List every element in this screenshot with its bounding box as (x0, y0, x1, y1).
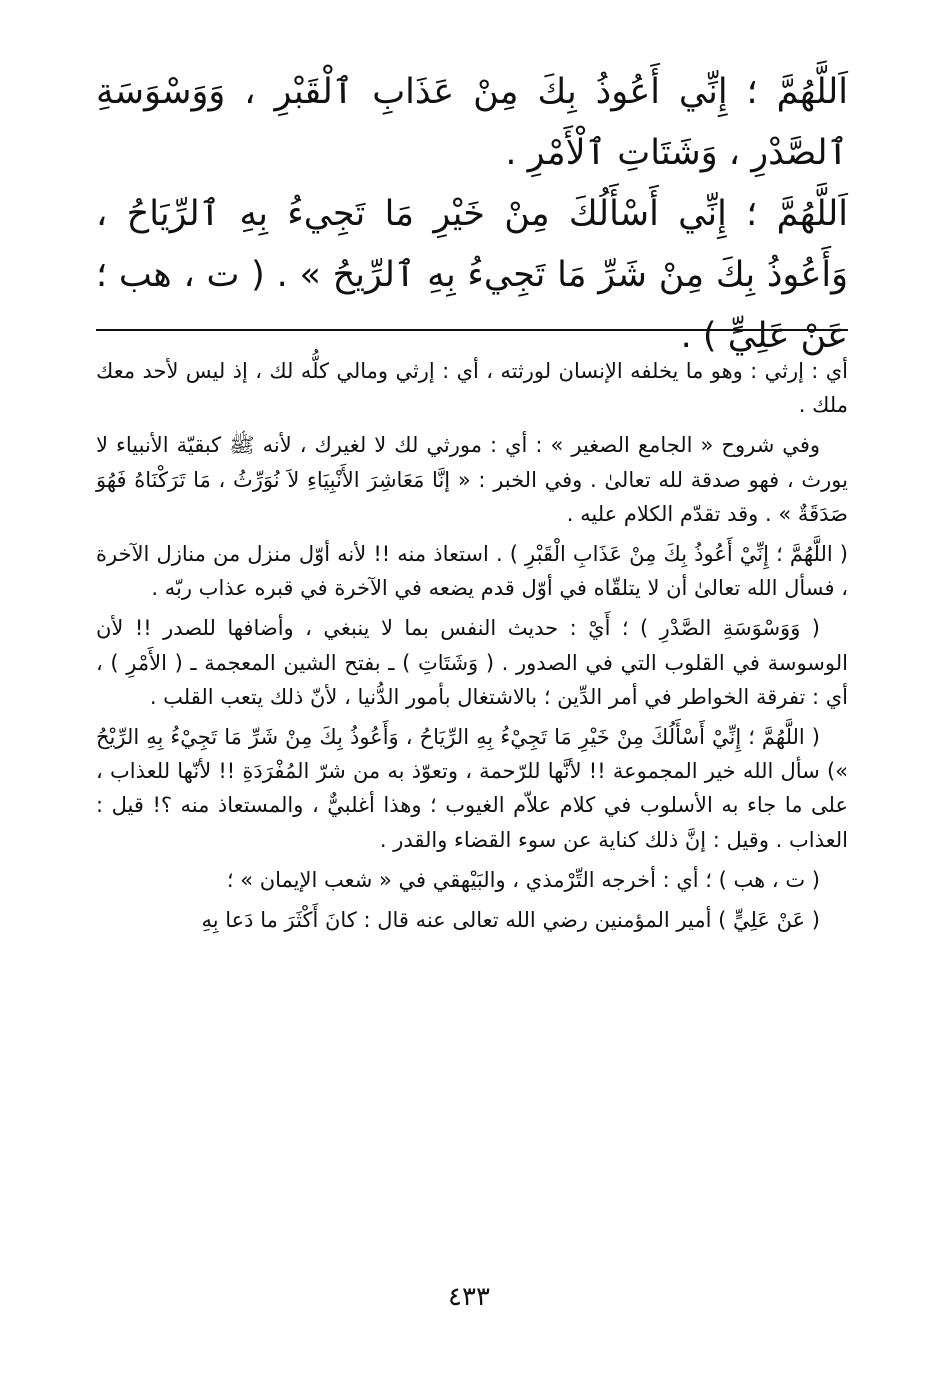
hadith-paragraph-2: اَللَّهُمَّ ؛ إِنِّي أَسْأَلُكَ مِنْ خَيْرِ مَا تَجِيءُ بِهِ ٱلرِّيَاحُ ، وَأَعُوذُ بِكَ مِنْ شَرِّ مَا تَجِيءُ بِهِ ٱلرِّيحُ » . ( ت ، هب ؛ عَنْ عَلِيٍّ ) . (96, 194, 848, 356)
page-number: ٤٣٣ (448, 1282, 490, 1312)
hadith-text (96, 62, 848, 367)
commentary-paragraph-6: ( ت ، هب ) ؛ أي : أخرجه التِّرْمذي ، والبَيْهقي في « شعب الإيمان » ؛ (226, 867, 820, 892)
hadith-paragraph-1: اَللَّهُمَّ ؛ إِنِّي أَعُوذُ بِكَ مِنْ عَذَابِ ٱلْقَبْرِ ، وَوَسْوَسَةِ ٱلصَّدْرِ ، وَشَتَاتِ ٱلْأَمْرِ . (96, 72, 848, 173)
commentary-paragraph-3: ( اللَّهُمَّ ؛ إِنِّيْ أَعُوذُ بِكَ مِنْ عَذَابِ الْقَبْرِ ) . استعاذ منه !! لأنه أوّل منزل من منازل الآخرة ، فسأل الله تعالىٰ أن لا يتلقّاه في أوّل قدم يضعه في الآخرة في قبره عذاب ربّه . (96, 542, 848, 601)
commentary-text (96, 354, 848, 943)
commentary-paragraph-1: أي : إرثي : وهو ما يخلفه الإنسان لورثته ، أي : إرثي ومالي كلُّه لك ، إذ ليس لأحد معك ملك . (96, 359, 848, 418)
commentary-paragraph-2: وفي شروح « الجامع الصغير » : أي : مورثي لك لا لغيرك ، لأنه ﷺ كبقيّة الأنبياء لا يورث ، فهو صدقة لله تعالىٰ . وفي الخبر : « إنَّا مَعَاشِرَ الأَنْبِيَاءِ لاَ نُوَرِّثُ ، مَا تَرَكْنَاهُ فَهُوَ صَدَقَةٌ » . وقد تقدّم الكلام عليه . (96, 433, 848, 526)
footnote-divider (96, 329, 848, 331)
commentary-paragraph-4: ( وَوَسْوَسَةِ الصَّدْرِ ) ؛ أَيْ : حديث النفس بما لا ينبغي ، وأضافها للصدر !! لأن الوسوسة في القلوب التي في الصدور . ( وَشَتَاتِ ) ـ بفتح الشين المعجمة ـ ( الأَمْرِ ) ، أي : تفرقة الخواطر في أمر الدِّين ؛ بالاشتغال بأمور الدُّنيا ، لأنّ ذلك يتعب القلب . (96, 616, 848, 709)
commentary-paragraph-7: ( عَنْ عَلِيٍّ ) أمير المؤمنين رضي الله تعالى عنه قال : كانَ أَكْثَرَ ما دَعا بِهِ (201, 908, 820, 933)
commentary-paragraph-5: ( اللَّهُمَّ ؛ إِنِّيْ أَسْأَلُكَ مِنْ خَيْرِ مَا تَجِيْءُ بِهِ الرِّيَاحُ ، وَأَعُوذُ بِكَ مِنْ شَرِّ مَا تَجِيْءُ بِهِ الرِّيْحُ ») سأل الله خير المجموعة !! لأنَّها للرّحمة ، وتعوّذ به من شرّ المُفْرَدَةِ !! لأنّها للعذاب ، على ما جاء به الأسلوب في كلام علاّم الغيوب ؛ وهذا أغلبيٌّ ، والمستعاذ منه ؟! قيل : العذاب . وقيل : إنَّ ذلك كناية عن سوء القضاء والقدر . (96, 725, 848, 852)
